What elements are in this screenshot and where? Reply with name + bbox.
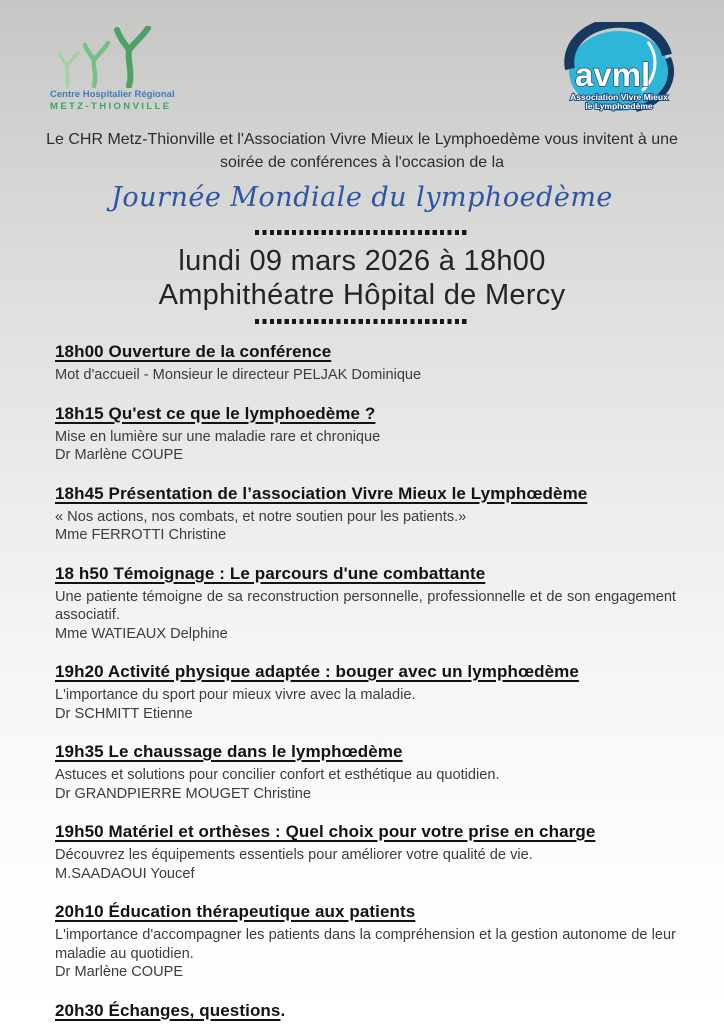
schedule-item-18h45	[55, 484, 676, 545]
schedule-item-description: Astuces et solutions pour concilier confort et esthétique au quotidien.	[55, 767, 500, 783]
event-script-title: Journée Mondiale du lymphoedème	[111, 182, 613, 213]
schedule-item-description: Mise en lumière sur une maladie rare et chronique	[55, 428, 381, 445]
event-datetime: lundi 09 mars 2026 à 18h00	[178, 245, 546, 277]
schedule-item-title	[55, 662, 676, 682]
intro-text: Le CHR Metz-Thionville et l'Association Vivre Mieux le Lymphoedème vous invitent à une soirée de conférences à l'occasion de la	[46, 131, 678, 172]
schedule-item-description: Découvrez les équipements essentiels pour améliorer votre qualité de vie.	[55, 847, 533, 863]
event-venue: Amphithéatre Hôpital de Mercy	[158, 279, 566, 311]
schedule-item-title-text: 18 h50 Témoignage : Le parcours d'une combattante	[55, 563, 486, 583]
schedule-item-title-text: 18h45 Présentation de l’association Vivre Mieux le Lymphœdème	[55, 483, 588, 503]
avml-tagline-2: le Lymphœdème	[585, 101, 653, 111]
schedule-item-speaker: M.SAADAOUI Youcef	[55, 865, 195, 882]
schedule-item-title	[55, 342, 676, 362]
schedule-item-18h50	[55, 564, 676, 644]
schedule-item-19h50	[55, 822, 676, 883]
schedule-item-20h30	[55, 1001, 676, 1021]
schedule-item-speaker: Dr Marlène COUPE	[55, 447, 184, 463]
dotted-separator-bottom	[255, 319, 469, 324]
schedule-item-19h20	[55, 662, 676, 723]
schedule-item-title	[55, 902, 676, 922]
schedule-item-18h00	[55, 342, 676, 385]
avml-acronym: avml	[575, 56, 651, 93]
schedule-item-description: Une patiente témoigne de sa reconstruction personnelle, professionnelle et de son engagement associatif.	[55, 588, 676, 623]
avml-tagline-1: Association Vivre Mieux	[570, 92, 668, 102]
schedule-item-title-text: 19h35 Le chaussage dans le lymphœdème	[55, 742, 403, 761]
schedule-item-title-text: 18h15 Qu'est ce que le lymphoedème ?	[55, 403, 376, 423]
schedule-item-description: « Nos actions, nos combats, et notre soutien pour les patients.»	[55, 508, 467, 525]
schedule-item-19h35	[55, 742, 676, 803]
chr-figures-icon	[54, 26, 174, 88]
schedule-item-18h15	[55, 404, 676, 465]
chr-logo-name: Centre Hospitalier Régional	[50, 89, 175, 100]
dotted-separator-top	[255, 230, 469, 235]
schedule-list	[55, 342, 676, 1024]
schedule-item-title	[55, 742, 676, 762]
avml-logo	[564, 22, 678, 116]
schedule-item-speaker: Dr Marlène COUPE	[55, 964, 184, 980]
schedule-item-description: Mot d'accueil - Monsieur le directeur PELJAK Dominique	[55, 367, 422, 383]
schedule-item-20h10	[55, 902, 676, 982]
schedule-item-speaker: Dr GRANDPIERRE MOUGET Christine	[55, 785, 311, 802]
schedule-item-title-suffix: .	[280, 1000, 286, 1020]
schedule-item-title-text: 20h30 Échanges, questions	[55, 1000, 281, 1020]
schedule-item-title	[55, 822, 676, 842]
schedule-item-title	[55, 404, 676, 424]
schedule-item-title-text: 19h50 Matériel et orthèses : Quel choix pour votre prise en charge	[55, 822, 596, 841]
schedule-item-title-text: 19h20 Activité physique adaptée : bouger avec un lymphœdème	[55, 662, 579, 681]
schedule-item-title	[55, 564, 676, 584]
schedule-item-speaker: Mme FERROTTI Christine	[55, 527, 227, 543]
schedule-item-title-text: 20h10 Éducation thérapeutique aux patients	[55, 902, 416, 921]
chr-logo-city: METZ-THIONVILLE	[50, 101, 172, 112]
schedule-item-title-text: 18h00 Ouverture de la conférence	[55, 342, 332, 361]
schedule-item-description: L'importance d'accompagner les patients dans la compréhension et la gestion autonome de leur maladie au quotidien.	[55, 927, 676, 962]
schedule-item-description: L'importance du sport pour mieux vivre avec la maladie.	[55, 687, 416, 703]
schedule-item-speaker: Mme WATIEAUX Delphine	[55, 625, 228, 642]
schedule-item-title	[55, 1001, 676, 1021]
schedule-item-title	[55, 484, 676, 504]
chr-logo	[50, 26, 182, 112]
schedule-item-speaker: Dr SCHMITT Etienne	[55, 705, 193, 722]
